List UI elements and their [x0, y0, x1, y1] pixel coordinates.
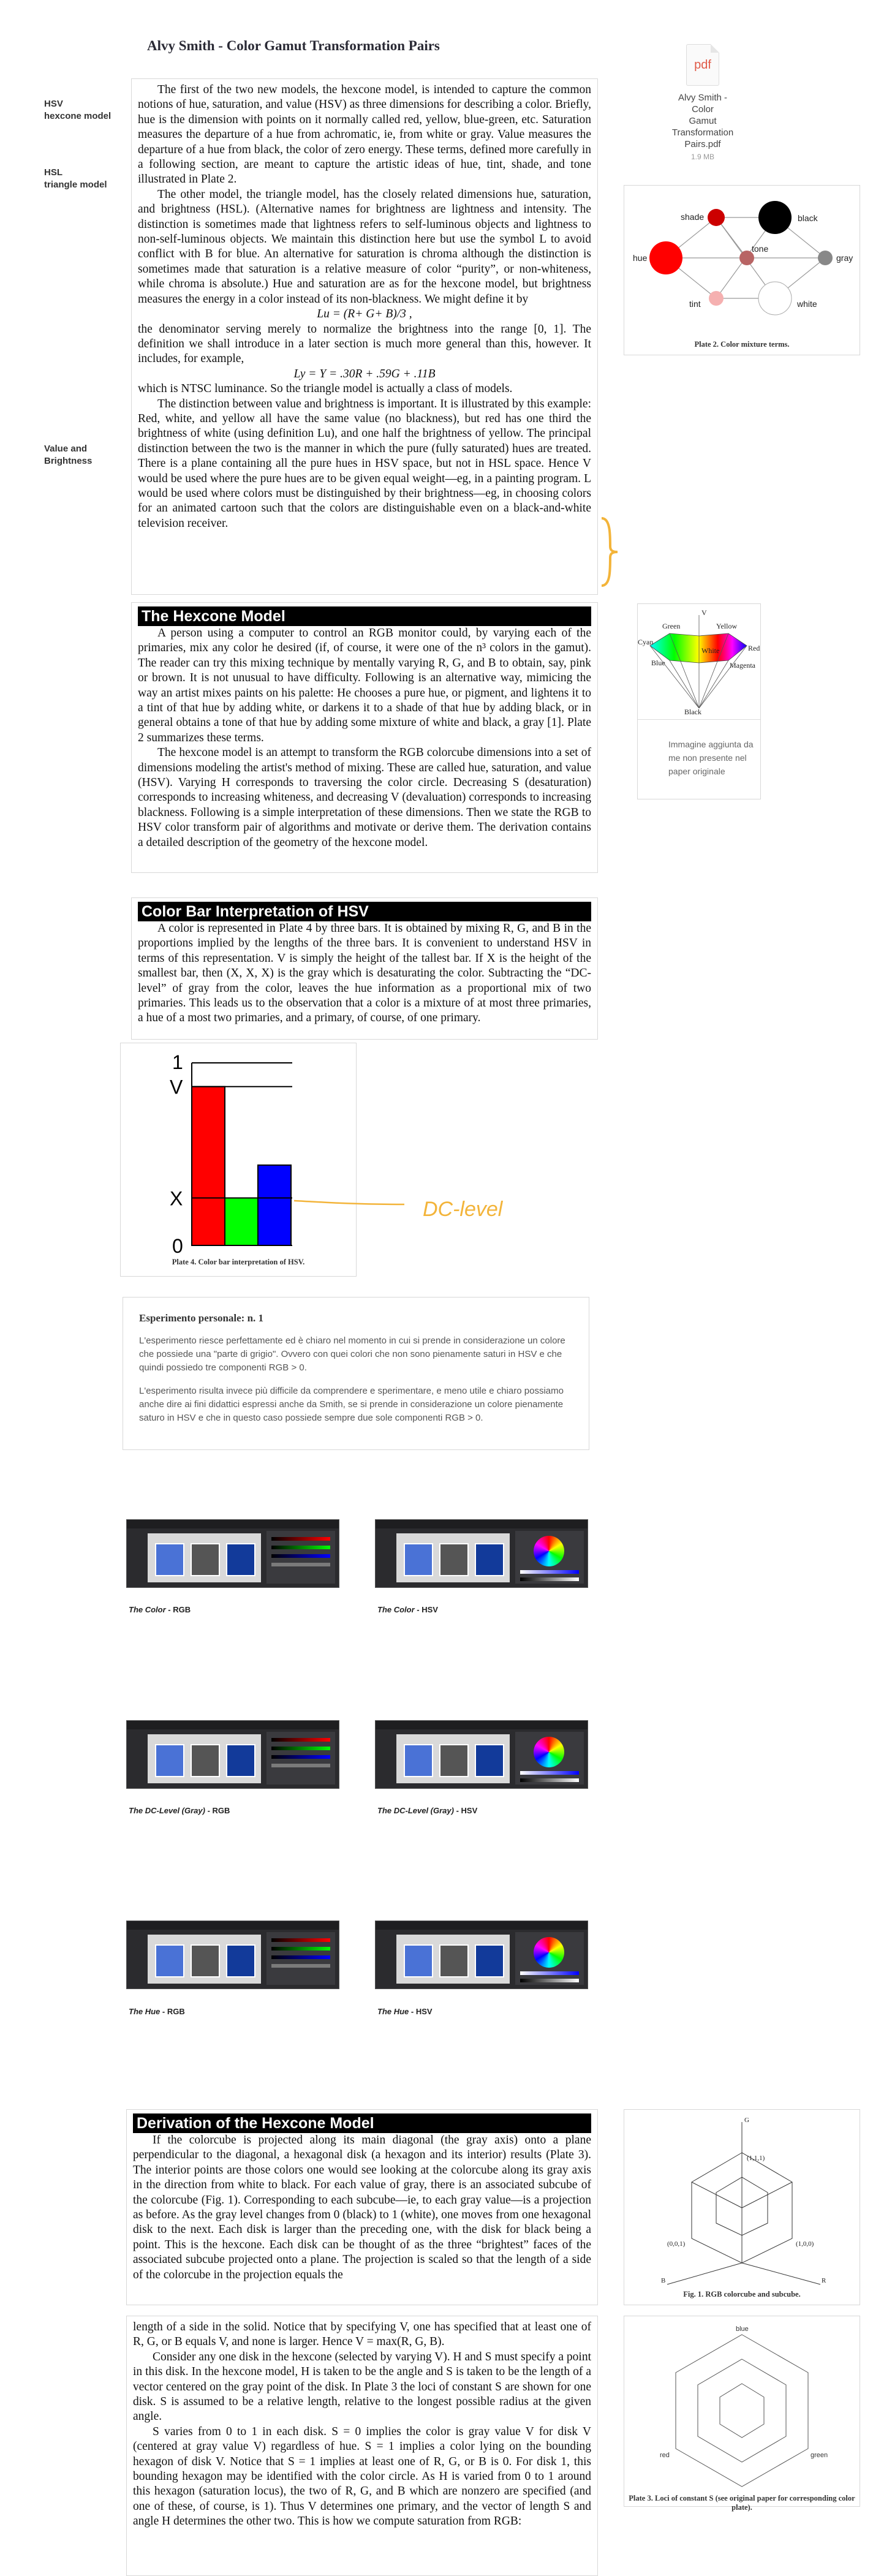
fig1-label-111: (1,1,1) — [747, 2155, 765, 2162]
plate4-tick-v: V — [170, 1076, 183, 1098]
plate4-chart — [121, 1043, 356, 1258]
plate3-figure — [624, 2316, 860, 2512]
intro-p5: The distinction between value and brightness is important. It is illustrated by this example: Red, white, and yellow all have the same value (no blackness), but red has one third the brightness of white (using definition Lu), and one half the brightness of yellow. The principal distinction between the two is the manner in which the pure (fully saturated) hues are treated. There is a plane containing all the pure hues in HSV space, but not in HSL space. Hence V would be used where the pure hues are to be given equal weight—eg, in a painting program. L would be used where colors must be distinguished by their brightness—eg, in choosing colors for an animated cartoon such that the colors are distinguishable even on a black-and-white television receiver. — [138, 397, 591, 530]
plate2-diagram — [624, 186, 860, 355]
pdf-filename: Alvy Smith - Color — [678, 93, 727, 115]
dc-level-arrow — [294, 1196, 417, 1220]
section-derivation-2 — [126, 2316, 598, 2576]
black-circle — [758, 201, 792, 234]
shade-circle — [708, 209, 725, 226]
screenshot-hue-hsv — [375, 1921, 588, 1989]
hexcone-heading: The Hexcone Model — [138, 606, 591, 626]
screenshot-label-1: The Color - RGB — [129, 1605, 191, 1614]
hexcone-p2: The hexcone model is an attempt to transform the RGB colorcube dimensions into a set of dimensions modeling the artist's method of mixing. These are called hue, saturation, and value (HSV). Varying H corresponds to traversing the color circle. Decreasing S (desaturation) corresponds to increasing whiteness, and decreasing V (devaluation) corresponds to increasing blackness. Following is a simple interpretation of these dimensions. Then we state the RGB to HSV color transform pair of algorithms and motivate or derive them. The derivation contains a detailed description of the geometry of the hexcone model. — [138, 746, 591, 849]
hexcone-label-green: Green — [662, 622, 681, 630]
plate3-label-green: green — [811, 2452, 828, 2459]
fig1-label-r: R — [822, 2277, 826, 2284]
derivation-heading: Derivation of the Hexcone Model — [133, 2113, 591, 2133]
hexcone-label-v: V — [701, 608, 707, 617]
screenshot-label-5: The Hue - RGB — [129, 2007, 185, 2016]
plate3-hexagons — [624, 2316, 860, 2494]
tint-circle — [709, 291, 724, 306]
pdf-file-icon: pdf — [686, 44, 719, 86]
equation-ly: Ly = Y = .30R + .59G + .11B — [293, 367, 436, 380]
bracket-annotation — [598, 516, 620, 588]
plate4-tick-x: X — [170, 1187, 183, 1210]
hexcone-p1: A person using a computer to control an RGB monitor could, by varying each of the primaries, mix any color he desired (if, of course, it were one of the n³ colors in the gamut). The reader can try this mixing technique by mentally varying R, G, and B to obtain, say, pink or brown. It is not unusual to have difficulty. Following is an alternative way, mimicing the way an artist mixes paints on his palette: He chooses a pure hue, or pigment, and lightens it to a tint of that hue by adding white, or darkens it to a shade of that hue by adding black, or in general obtains a tone of that hue by adding some mixture of white and black, a gray [1]. Plate 2 summarizes these terms. — [138, 627, 591, 744]
pdf-attachment[interactable]: pdf Alvy Smith - Color Gamut Transformation Pairs.pdf 1.9 MB — [666, 44, 739, 161]
hexcone-label-red: Red — [748, 644, 760, 652]
plate2-label-tone: tone — [752, 244, 769, 254]
intro-p2: The other model, the triangle model, has the closely related dimensions hue, saturation, and brightness (HSL). (Alternative names for brightness are lightness and intensity. The distinction is sometimes made that lightness refers to self-luminous objects and lightness to non-self-luminous objects. We maintain this distinction here but use the symbol L to avoid conflict with B for blue. An alternative for saturation is chroma although the distinction is sometimes made that saturation is a relative measure of color “purity”, or non-whiteness, while chroma is absolute.) Hue and saturation are as for the hexcone model, but brightness measures the energy in a color instead of its non-blackness. We might define it by — [138, 187, 591, 306]
hexcone-label-blue: Blue — [651, 659, 665, 667]
screenshot-dc-rgb — [126, 1720, 339, 1789]
plate4-caption: Plate 4. Color bar interpretation of HSV. — [172, 1258, 305, 1266]
screenshot-label-3: The DC-Level (Gray) - RGB — [129, 1806, 230, 1815]
derivation-p4: S varies from 0 to 1 in each disk. S = 0 implies the color is gray value V for disk V (centered at gray value V) regardless of hue. S = 1 implies a color lying on the bounding hexagon of disk V. Notice that S = 1 implies at least one of R, G, or B is 0. For disk 1, this bounding hexagon may be identified with the color circle. As H is varied from 0 to 1 around this hexagon (saturation locus), the two of R, G, and B which are nonzero are specified (and one of these, of course, is 1). Thus V determines one primary, and the vector of length S and angle H determines the other two. This is how we compute saturation from RGB: — [133, 2425, 591, 2528]
screenshot-color-rgb — [126, 1519, 339, 1588]
plate2-label-black: black — [798, 213, 818, 223]
dc-level-annotation: DC-level — [423, 1198, 503, 1221]
experiment-p2: L'esperimento risulta invece più difficile da comprendere e sperimentare, e meno utile e chiaro possiamo anche dire ai fini didattici espressi anche da Smith, se si prende in considerazione un colore pienamente saturo in HSV e che in questo caso possiede sempre due sole componenti RGB > 0. — [139, 1386, 564, 1423]
plate4-tick-0: 0 — [172, 1235, 183, 1257]
intro-p4: which is NTSC luminance. So the triangle model is actually a class of models. — [138, 382, 513, 396]
screenshot-label-6: The Hue - HSV — [377, 2007, 433, 2016]
hexcone-label-black: Black — [684, 708, 701, 716]
screenshot-label-2: The Color - HSV — [377, 1605, 438, 1614]
section-intro — [131, 78, 598, 595]
hexcone-note: Immagine aggiunta da me non presente nel paper originale — [668, 739, 754, 776]
plate3-caption: Plate 3. Loci of constant S (see original paper for corresponding color plate). — [629, 2494, 855, 2512]
equation-lu: Lu = (R+ G+ B)/3 , — [317, 308, 412, 321]
experiment-title: Esperimento personale: n. 1 — [139, 1312, 264, 1324]
plate4-bar-g — [225, 1198, 258, 1245]
hexcone-label-cyan: Cyan — [638, 638, 654, 646]
hue-circle — [649, 241, 682, 274]
derivation-p1: If the colorcube is projected along its main diagonal (the gray axis) onto a plane perpendicular to the diagonal, a hexagonal disk (a hexagon and its interior) results (Plate 3). The interior points are those colors one would see looking at the colorcube along its gray axis in the direction from white to black. For each value of gray, there is an associated subcube of the colorcube (Fig. 1). Corresponding to each subcube—ie, to each gray value—is a projection as before. As the gray level changes from 0 (black) to 1 (white), one moves from one hexagonal disk to the next. Each disk is larger than the preceding one, with the disk for black being a point. This is the hexcone. Each disk can be thought of as the three “brightest” faces of the associated subcube projected onto a plane. The projection is scaled so that the length of a side of the colorcube in the projection equals the — [133, 2134, 591, 2281]
section-hexcone — [131, 602, 598, 873]
section-colorbar — [131, 897, 598, 1040]
hexcone-label-white: White — [701, 646, 720, 655]
fig1-label-001: (0,0,1) — [667, 2240, 686, 2248]
plate2-figure — [624, 185, 860, 355]
colorbar-p1: A color is represented in Plate 4 by three bars. It is obtained by mixing R, G, and B in the proportions implied by the lengths of the three bars. It is convenient to understand HSV in terms of this representation. V is simply the height of the tallest bar. If X is the height of the smallest bar, then (X, X, X) is the gray which is desaturating the color. Subtracting the “DC-level” of gray from the color, leaves the hue information as a proportional mix of two primaries. This leads us to the observation that a color is a mixture of at most three primaries, a hue of a most two primaries, and a primary, of course, of one primary. — [138, 922, 591, 1025]
hexcone-label-yellow: Yellow — [716, 622, 738, 630]
plate4-bar-r — [192, 1087, 225, 1245]
experiment-p1: L'esperimento riesce perfettamente ed è chiaro nel momento in cui si prende in considerazione un colore che possiede una "parte di grigio". Ovvero con quei colori che non sono pienamente saturi in HSV e che quindi possiedo tre componenti RGB > 0. — [139, 1335, 565, 1373]
white-circle — [758, 282, 792, 315]
hexcone-label-magenta: Magenta — [730, 661, 755, 670]
fig1-label-100: (1,0,0) — [796, 2240, 814, 2248]
side-note-hsl: HSL triangle model — [44, 167, 107, 190]
plate2-caption: Plate 2. Color mixture terms. — [694, 340, 790, 349]
gray-circle — [818, 251, 833, 265]
screenshot-label-4: The DC-Level (Gray) - HSV — [377, 1806, 478, 1815]
plate4-bar-b — [258, 1165, 291, 1245]
plate3-label-blue: blue — [736, 2325, 749, 2333]
page-title: Alvy Smith - Color Gamut Transformation Pairs — [147, 38, 440, 53]
derivation-p2: length of a side in the solid. Notice that by specifying V, one has specified that at least one of R, G, or B equals V, and none is larger. Hence V = max(R, G, B). — [133, 2321, 591, 2349]
hexcone-figure — [637, 603, 761, 799]
section-derivation-1 — [126, 2109, 598, 2305]
fig1-figure — [624, 2109, 860, 2305]
intro-p1: The first of the two new models, the hexcone model, is intended to capture the common notions of hue, saturation, and value (HSV) as three dimensions for describing a color. Briefly, hue is the dimension with points on it normally called red, yellow, blue-green, etc. Saturation measures the departure of a hue from achromatic, ie, from white or gray. Value measures the departure of a hue from black, the color of zero energy. These terms, defined more carefully in a following section, are meant to capture the artistic ideas of hue, tint, shade, and tone illustrated in Plate 2. — [138, 83, 591, 186]
derivation-p3: Consider any one disk in the hexcone (selected by varying V). H and S must specify a point in this disk. In the hexcone model, H is taken to be the angle and S is taken to be the length of a vector centered on the gray point of the disk. In Plate 3 the loci of constant S are shown for one disk. S is assumed to be a relative length, relative to the longest possible radius at the given angle. — [133, 2350, 591, 2423]
experiment-box — [123, 1297, 589, 1450]
plate2-label-white: white — [797, 299, 817, 309]
fig1-caption: Fig. 1. RGB colorcube and subcube. — [683, 2290, 801, 2298]
colorbar-heading: Color Bar Interpretation of HSV — [138, 902, 591, 921]
fig1-label-b: B — [661, 2277, 666, 2284]
plate2-label-shade: shade — [681, 212, 705, 222]
plate4-tick-1: 1 — [172, 1051, 183, 1073]
plate3-label-red: red — [660, 2452, 670, 2459]
screenshot-dc-hsv — [375, 1720, 588, 1789]
side-note-hsv: HSV hexcone model — [44, 99, 112, 121]
plate2-label-gray: gray — [836, 253, 853, 263]
plate4-figure — [120, 1043, 357, 1277]
screenshot-hue-rgb — [126, 1921, 339, 1989]
plate2-label-hue: hue — [633, 253, 648, 263]
pdf-size: 1.9 MB — [690, 153, 714, 161]
hexcone-diagram — [638, 604, 760, 720]
fig1-cube — [624, 2110, 860, 2287]
plate2-label-tint: tint — [689, 299, 701, 309]
fig1-label-g: G — [744, 2117, 749, 2124]
side-note-value: Value and Brightness — [44, 444, 93, 466]
intro-p3: the denominator serving merely to normalize the brightness into the range [0, 1]. The definition we shall introduce in a later section is much more general than this, however. It includes, for example, — [138, 322, 591, 366]
screenshot-color-hsv — [375, 1519, 588, 1588]
